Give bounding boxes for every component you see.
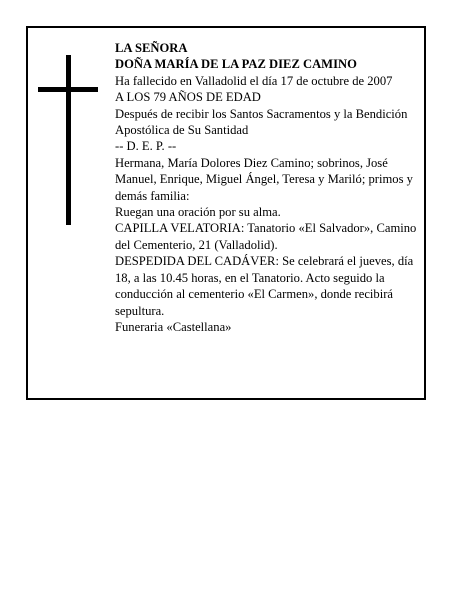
funeral-home: Funeraria «Castellana» xyxy=(115,319,232,334)
age-statement: A LOS 79 AÑOS DE EDAD xyxy=(115,90,261,105)
obituary-notice xyxy=(26,26,426,400)
notice-title: LA SEÑORA xyxy=(115,41,188,55)
cross-icon xyxy=(38,55,98,225)
deceased-name: DOÑA MARÍA DE LA PAZ DIEZ CAMINO xyxy=(115,57,357,72)
prayer-request: Ruegan una oración por su alma. xyxy=(115,205,281,220)
chapel-info: CAPILLA VELATORIA: Tanatorio «El Salvador», Camino del Cementerio, 21 (Valladolid). xyxy=(115,221,417,252)
death-statement: Ha fallecido en Valladolid el día 17 de octubre de 2007 xyxy=(115,73,393,88)
cross-vertical-bar xyxy=(66,55,71,225)
family-list: Hermana, María Dolores Diez Camino; sobrinos, José Manuel, Enrique, Miguel Ángel, Teresa y Mariló; primos y demás familia: xyxy=(115,155,413,203)
farewell-info: DESPEDIDA DEL CADÁVER: Se celebrará el jueves, día 18, a las 10.45 horas, en el Tanatorio. Acto seguido la conducción al cementerio «El Carmen», donde recibirá sepultura. xyxy=(115,254,414,318)
sacraments-statement: Después de recibir los Santos Sacramentos y la Bendición Apostólica de Su Santidad xyxy=(115,106,408,138)
rip-line: -- D. E. P. -- xyxy=(115,139,177,154)
notice-text xyxy=(115,40,421,335)
cross-horizontal-bar xyxy=(38,87,98,92)
